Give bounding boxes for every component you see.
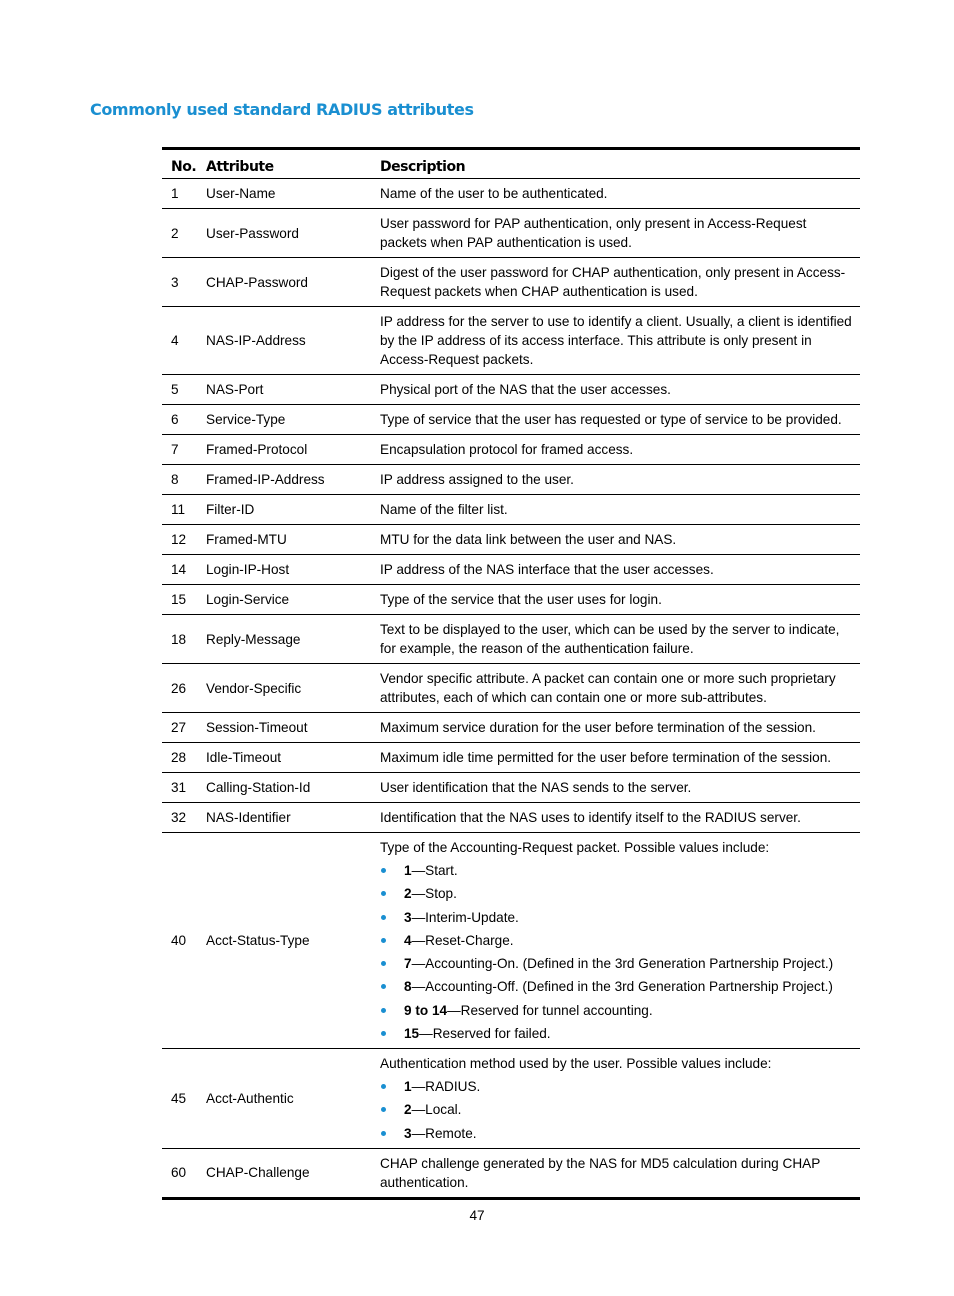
table-row: [162, 833, 860, 1049]
description-text: Name of the filter list.: [380, 502, 508, 517]
description-text: Type of the Accounting-Request packet. Possible values include:: [380, 840, 770, 855]
table-row: [162, 585, 860, 615]
cell-no: 26: [171, 680, 187, 696]
value-meaning: —Reserved for tunnel accounting.: [447, 1002, 653, 1018]
cell-no: 1: [171, 186, 179, 201]
value-code: 4: [404, 932, 412, 948]
radius-attributes-table: [162, 147, 860, 1200]
cell-description: [380, 1148, 860, 1198]
cell-description: [380, 179, 860, 209]
description-text: Authentication method used by the user. Possible values include:: [380, 1056, 772, 1072]
cell-attribute: Acct-Status-Type: [206, 933, 310, 949]
cell-attribute: NAS-IP-Address: [206, 333, 306, 348]
cell-attribute: Login-Service: [206, 592, 290, 607]
cell-no: 4: [171, 333, 179, 348]
cell-no: 12: [171, 532, 187, 547]
cell-attribute: Login-IP-Host: [206, 562, 290, 577]
description-text: User identification that the NAS sends to the server.: [380, 780, 692, 795]
table-row: [162, 555, 860, 585]
cell-description: [380, 585, 860, 615]
cell-no: 11: [171, 502, 186, 517]
cell-description: [380, 555, 860, 585]
column-header-no: No.: [171, 159, 197, 175]
cell-description: [380, 435, 860, 465]
cell-no: 8: [171, 472, 179, 487]
table-row: [162, 375, 860, 405]
table-row: [162, 465, 860, 495]
table-row: [162, 405, 860, 435]
table-row: [162, 258, 860, 307]
cell-description: [380, 525, 860, 555]
cell-description: [380, 803, 860, 833]
cell-attribute: Acct-Authentic: [206, 1090, 294, 1106]
table-row: [162, 713, 860, 743]
value-list: [380, 861, 854, 1043]
cell-no: 40: [171, 933, 187, 949]
value-code: 2: [404, 1102, 412, 1118]
value-meaning: —Accounting-On. (Defined in the 3rd Generation Partnership Project.): [411, 956, 834, 972]
list-item: [380, 908, 854, 927]
value-list: [380, 1077, 854, 1143]
list-item: [380, 1124, 854, 1143]
value-code: 1: [404, 1079, 412, 1095]
table-row: [162, 179, 860, 209]
cell-no: 2: [171, 225, 179, 241]
cell-description: [380, 375, 860, 405]
cell-description: [380, 209, 860, 258]
list-item: [380, 861, 854, 880]
cell-description: [380, 743, 860, 773]
cell-description: [380, 465, 860, 495]
description-text: Physical port of the NAS that the user accesses.: [380, 382, 671, 397]
description-text: User password for PAP authentication, only present in Access-Request packets when PAP authentication is used.: [380, 216, 807, 250]
value-code: 8: [404, 979, 412, 995]
column-header-description: Description: [380, 159, 466, 175]
cell-no: 14: [171, 562, 187, 577]
description-text: Digest of the user password for CHAP authentication, only present in Access-Request packets when CHAP authentication is used.: [380, 265, 846, 299]
table-row: [162, 435, 860, 465]
cell-no: 27: [171, 720, 187, 735]
cell-attribute: Idle-Timeout: [206, 750, 282, 765]
description-text: Maximum idle time permitted for the user before termination of the session.: [380, 750, 832, 765]
cell-attribute: User-Name: [206, 186, 276, 201]
cell-description: [380, 495, 860, 525]
value-meaning: —Start.: [411, 863, 458, 878]
cell-no: 15: [171, 592, 187, 607]
cell-no: 7: [171, 442, 179, 457]
list-item: [380, 1100, 854, 1119]
cell-attribute: CHAP-Challenge: [206, 1165, 310, 1181]
list-item: [380, 954, 854, 973]
value-code: 1: [404, 863, 412, 878]
table-row: [162, 1049, 860, 1149]
description-text: IP address for the server to use to identify a client. Usually, a client is identified by the IP address of its access interface. This attribute is only present in Access-Request packets.: [380, 314, 852, 367]
description-text: IP address of the NAS interface that the user accesses.: [380, 562, 714, 577]
cell-attribute: Framed-MTU: [206, 532, 287, 547]
description-text: Name of the user to be authenticated.: [380, 186, 608, 201]
cell-no: 32: [171, 810, 187, 825]
cell-no: 28: [171, 750, 187, 765]
cell-attribute: NAS-Identifier: [206, 810, 291, 825]
cell-attribute: User-Password: [206, 225, 299, 241]
cell-attribute: Session-Timeout: [206, 720, 308, 735]
cell-no: 31: [171, 780, 187, 795]
cell-no: 18: [171, 631, 187, 647]
cell-attribute: Service-Type: [206, 412, 286, 427]
description-text: Type of the service that the user uses for login.: [380, 592, 662, 607]
cell-attribute: Framed-Protocol: [206, 442, 308, 457]
table-row: [162, 307, 860, 375]
table-header-row: [162, 149, 860, 179]
cell-description: [380, 258, 860, 307]
table-row: [162, 803, 860, 833]
list-item: [380, 977, 854, 996]
list-item: [380, 884, 854, 903]
cell-attribute: Reply-Message: [206, 631, 301, 647]
table-row: [162, 495, 860, 525]
value-meaning: —Reset-Charge.: [411, 932, 514, 948]
value-meaning: —Interim-Update.: [411, 909, 519, 925]
table-row: [162, 615, 860, 664]
list-item: [380, 1077, 854, 1096]
value-code: 3: [404, 1125, 412, 1141]
description-text: Maximum service duration for the user before termination of the session.: [380, 720, 816, 735]
description-text: MTU for the data link between the user and NAS.: [380, 532, 677, 547]
cell-no: 3: [171, 274, 179, 290]
cell-attribute: CHAP-Password: [206, 274, 308, 290]
table-row: [162, 1148, 860, 1198]
cell-description: [380, 664, 860, 713]
table-row: [162, 773, 860, 803]
table-row: [162, 743, 860, 773]
value-meaning: —Accounting-Off. (Defined in the 3rd Generation Partnership Project.): [411, 979, 833, 995]
description-text: Encapsulation protocol for framed access.: [380, 442, 634, 457]
description-text: Type of service that the user has requested or type of service to be provided.: [380, 412, 842, 427]
value-code: 9 to 14: [404, 1002, 448, 1018]
list-item: [380, 931, 854, 950]
description-text: Identification that the NAS uses to identify itself to the RADIUS server.: [380, 810, 801, 825]
description-text: CHAP challenge generated by the NAS for MD5 calculation during CHAP authentication.: [380, 1155, 821, 1190]
cell-attribute: Filter-ID: [206, 502, 255, 517]
cell-attribute: NAS-Port: [206, 382, 264, 397]
cell-description: [380, 713, 860, 743]
cell-no: 45: [171, 1090, 187, 1106]
value-code: 15: [404, 1026, 420, 1042]
column-header-attribute: Attribute: [206, 159, 274, 175]
value-code: 2: [404, 886, 412, 902]
list-item: [380, 1024, 854, 1043]
value-code: 3: [404, 909, 412, 925]
section-heading: Commonly used standard RADIUS attributes: [90, 100, 474, 119]
cell-description: [380, 833, 860, 1049]
value-meaning: —Local.: [411, 1102, 462, 1118]
cell-description: [380, 615, 860, 664]
value-meaning: —RADIUS.: [411, 1079, 481, 1095]
cell-attribute: Framed-IP-Address: [206, 472, 325, 487]
value-code: 7: [404, 956, 412, 972]
cell-attribute: Vendor-Specific: [206, 680, 302, 696]
cell-description: [380, 773, 860, 803]
table-row: [162, 209, 860, 258]
cell-no: 6: [171, 412, 179, 427]
table-row: [162, 525, 860, 555]
list-item: [380, 1001, 854, 1020]
cell-description: [380, 307, 860, 375]
cell-description: [380, 405, 860, 435]
cell-no: 5: [171, 382, 179, 397]
value-meaning: —Stop.: [411, 886, 457, 902]
description-text: Vendor specific attribute. A packet can contain one or more such proprietary attributes, each of which can contain one or more sub-attributes.: [380, 671, 836, 705]
description-text: IP address assigned to the user.: [380, 472, 574, 487]
cell-no: 60: [171, 1165, 187, 1181]
table-body: [162, 179, 860, 1199]
value-meaning: —Reserved for failed.: [419, 1026, 551, 1042]
table-row: [162, 664, 860, 713]
value-meaning: —Remote.: [411, 1125, 477, 1141]
description-text: Text to be displayed to the user, which can be used by the server to indicate, for example, the reason of the authentication failure.: [380, 622, 840, 656]
cell-attribute: Calling-Station-Id: [206, 780, 311, 795]
cell-description: [380, 1049, 860, 1149]
page-number: 47: [469, 1208, 485, 1223]
